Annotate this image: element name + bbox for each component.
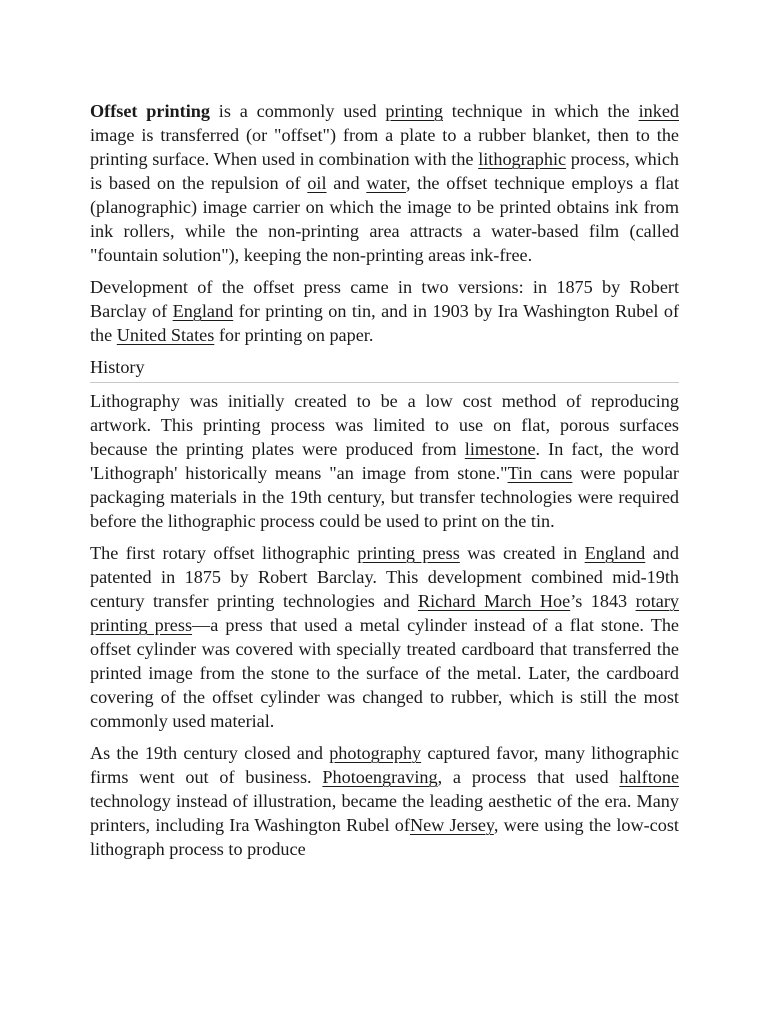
- link-tin-cans[interactable]: Tin cans: [507, 463, 573, 483]
- text: , a process that used: [437, 767, 620, 787]
- link-new-jersey[interactable]: New Jersey: [409, 815, 494, 835]
- text: for printing on tin, and in 1903 by Ira Washington Rubel of the: [90, 301, 679, 345]
- text: and patented in 1875 by Robert Barclay. This development combined mid-19th century transfer printing technologies and: [90, 543, 679, 611]
- text: were popular packaging materials in the 19th century, but transfer technologies were required before the lithographic process could be used to print on the tin.: [90, 463, 679, 531]
- text: image is transferred (or "offset") from a plate to a rubber blanket, then to the printing surface. When used in combination with the: [90, 125, 679, 169]
- text: captured favor, many lithographic firms went out of business.: [90, 743, 680, 787]
- text: and: [326, 173, 367, 193]
- text: , the offset technique employs a flat (planographic) image carrier on which the image to be printed obtains ink from ink rollers, while the non-printing area attracts a water-based film (called "fountain solution"), keeping the non-printing areas ink-free.: [90, 173, 679, 265]
- paragraph-lithography: [90, 389, 679, 533]
- text: As the 19th century closed and: [90, 743, 330, 763]
- term-offset-printing: Offset printing: [90, 101, 210, 121]
- paragraph-photography: [90, 741, 679, 861]
- link-photoengraving[interactable]: Photoengraving: [322, 767, 438, 787]
- text: The first rotary offset lithographic: [90, 543, 358, 563]
- text: ’s 1843: [570, 591, 636, 611]
- text: process, which is based on the repulsion of: [90, 149, 679, 193]
- document-page: [90, 99, 679, 869]
- text: —a press that used a metal cylinder instead of a flat stone. The offset cylinder was covered with specially treated cardboard that transferred the printed image from the stone to the surface of the metal. Later, the cardboard covering of the offset cylinder was changed to rubber, which is still the most commonly used material.: [90, 615, 679, 731]
- text: was created in: [459, 543, 585, 563]
- link-limestone[interactable]: limestone: [464, 439, 536, 459]
- link-printing[interactable]: printing: [385, 101, 443, 121]
- text: technology instead of illustration, became the leading aesthetic of the era. Many printers, including Ira Washington Rubel of: [90, 791, 679, 835]
- paragraph-intro: [90, 99, 679, 267]
- link-richard-march-hoe[interactable]: Richard March Hoe: [418, 591, 571, 611]
- text: , were using the low-cost lithograph process to produce: [90, 815, 679, 859]
- text: Development of the offset press came in two versions: in 1875 by Robert Barclay of: [90, 277, 679, 321]
- paragraph-development: [90, 275, 679, 347]
- link-england[interactable]: England: [172, 301, 234, 321]
- link-printing-press[interactable]: printing press: [357, 543, 460, 563]
- link-inked[interactable]: inked: [638, 101, 679, 121]
- link-united-states[interactable]: United States: [116, 325, 215, 345]
- text: technique in which the: [442, 101, 639, 121]
- link-rotary-printing-press[interactable]: rotary printing press: [90, 591, 680, 635]
- text: . In fact, the word 'Lithograph' historically means "an image from stone.": [90, 439, 679, 483]
- paragraph-rotary: [90, 541, 679, 733]
- link-lithographic[interactable]: lithographic: [478, 149, 567, 169]
- section-heading-history: History: [90, 355, 679, 383]
- text: is a commonly used: [209, 101, 386, 121]
- link-oil[interactable]: oil: [307, 173, 327, 193]
- text: Lithography was initially created to be a low cost method of reproducing artwork. This printing process was limited to use on flat, porous surfaces because the printing plates were produced from: [90, 391, 679, 459]
- link-halftone[interactable]: halftone: [619, 767, 680, 787]
- link-england[interactable]: England: [584, 543, 646, 563]
- text: for printing on paper.: [214, 325, 374, 345]
- link-water[interactable]: water: [366, 173, 406, 193]
- link-photography[interactable]: photography: [329, 743, 422, 763]
